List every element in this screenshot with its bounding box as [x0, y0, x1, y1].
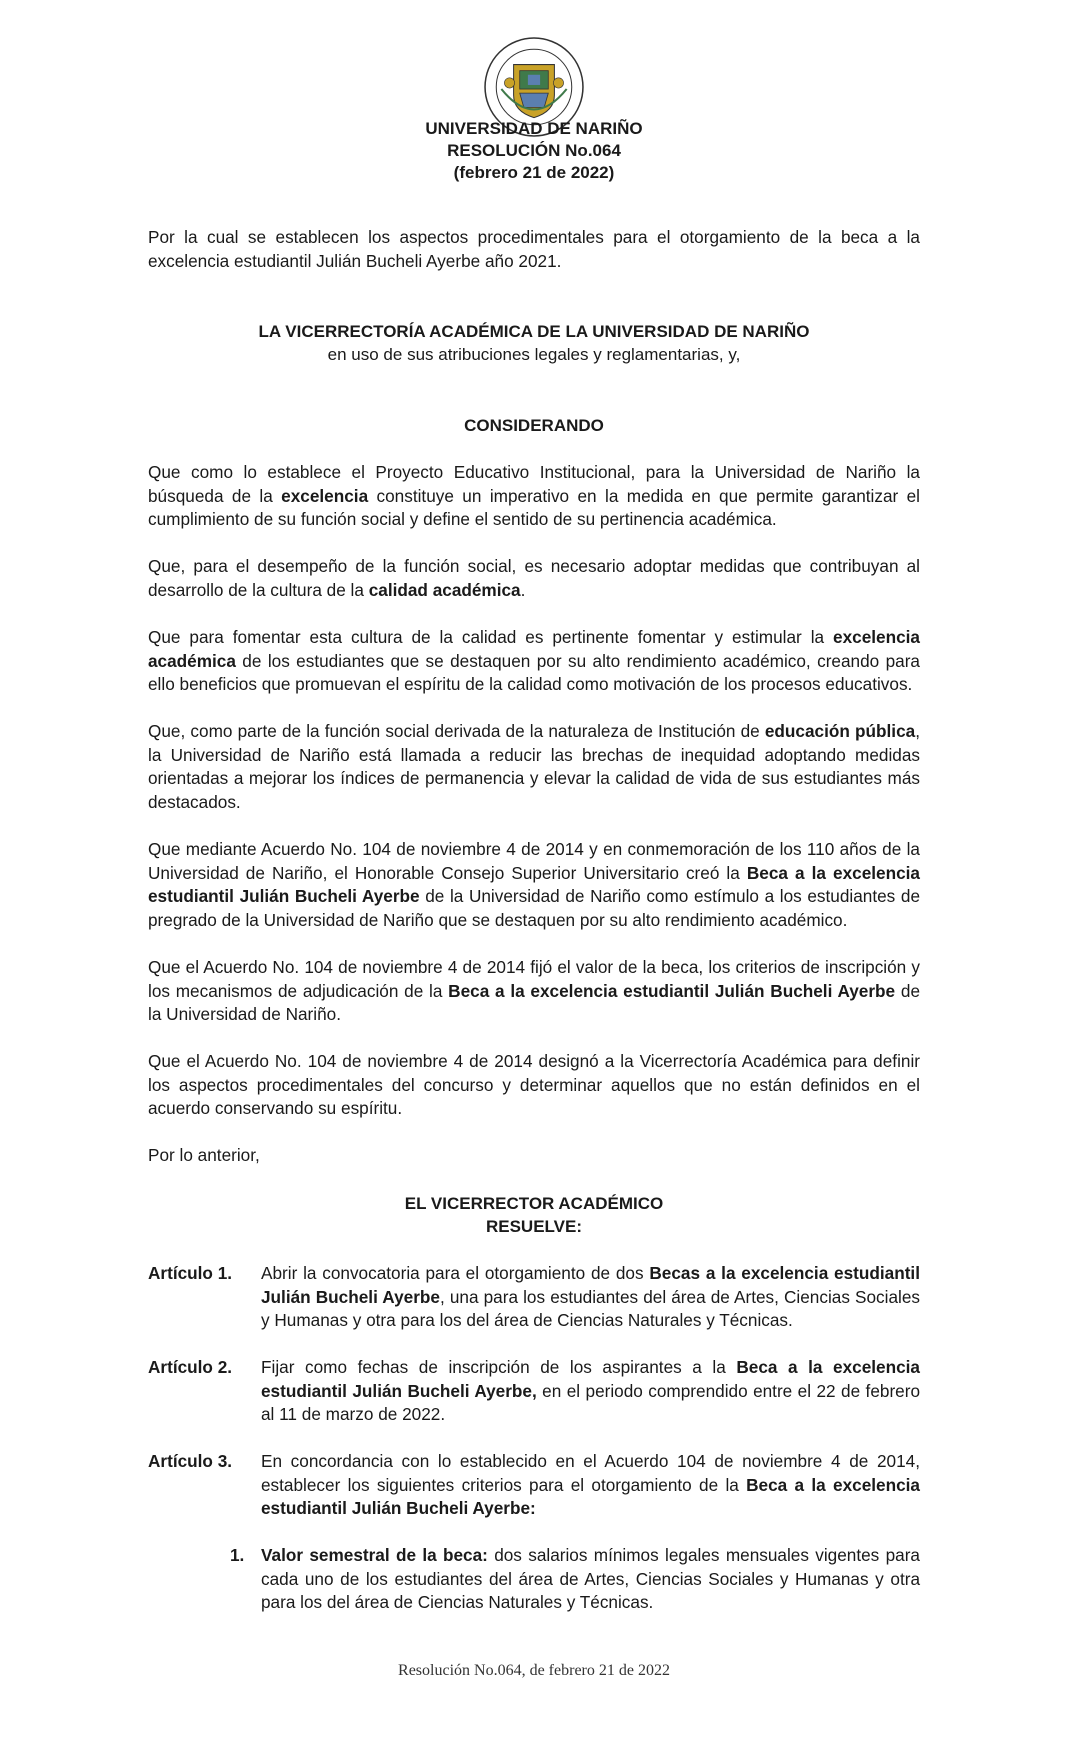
por-lo-anterior: Por lo anterior, [148, 1145, 260, 1165]
criteria-item: Valor semestral de la beca: dos salarios mínimos legales mensuales vigentes para cada uno de los estudiantes del área de Artes, Ciencias Sociales y Humanas y otra para los del área de Ciencias Naturales y Técnicas. [261, 1545, 920, 1612]
article-text: Abrir la convocatoria para el otorgamiento de dos Becas a la excelencia estudiantil Julián Bucheli Ayerbe, una para los estudiantes del área de Artes, Ciencias Sociales y Humanas y otra para los del área de Ciencias Naturales y Técnicas. [261, 1263, 920, 1330]
article-label: Artículo 1. [148, 1263, 233, 1283]
considerando-paragraph: Que para fomentar esta cultura de la calidad es pertinente fomentar y estimular la excelencia académica de los estudiantes que se destaquen por su alto rendimiento académico, creando para ello beneficios que promuevan el espíritu de la calidad como motivación de los procesos educativos. [148, 627, 920, 694]
considerando-paragraph: Que el Acuerdo No. 104 de noviembre 4 de 2014 fijó el valor de la beca, los criterios de inscripción y los mecanismos de adjudicación de la Beca a la excelencia estudiantil Julián Bucheli Ayerbe de la Universidad de Nariño. [148, 957, 921, 1024]
article-text: Fijar como fechas de inscripción de los aspirantes a la Beca a la excelencia estudiantil Julián Bucheli Ayerbe, en el periodo comprendido entre el 22 de febrero al 11 de marzo de 2022. [261, 1357, 921, 1424]
intro-paragraph: Por la cual se establecen los aspectos procedimentales para el otorgamiento de la beca a la excelencia estudiantil Julián Bucheli Ayerbe año 2021. [148, 227, 920, 271]
considerando-paragraph: Que, como parte de la función social derivada de la naturaleza de Institución de educación pública, la Universidad de Nariño está llamada a reducir las brechas de inequidad adoptando medidas orientadas a mejorar los índices de permanencia y elevar la calidad de vida de sus estudiantes más destacados. [148, 721, 920, 812]
article-label: Artículo 2. [148, 1357, 233, 1377]
article-text: En concordancia con lo establecido en el Acuerdo 104 de noviembre 4 de 2014, establecer los siguientes criterios para el otorgamiento de la Beca a la excelencia estudiantil Julián Bucheli Ayerbe: [261, 1451, 920, 1518]
page-footer: Resolución No.064, de febrero 21 de 2022 [398, 1662, 670, 1679]
considerando-paragraph: Que, para el desempeño de la función social, es necesario adoptar medidas que contribuyan al desarrollo de la cultura de la calidad académica. [148, 556, 920, 600]
resolve-subtitle: RESUELVE: [485, 1217, 583, 1236]
article-label: Artículo 3. [148, 1451, 233, 1471]
considerando-paragraph: Que el Acuerdo No. 104 de noviembre 4 de 2014 designó a la Vicerrectoría Académica para definir los aspectos procedimentales del concurso y determinar aquellos que no están definidos en el acuerdo conservando su espíritu. [148, 1051, 920, 1118]
considerando-paragraph: Que mediante Acuerdo No. 104 de noviembre 4 de 2014 y en conmemoración de los 110 años de la Universidad de Nariño, el Honorable Consejo Superior Universitario creó la Beca a la excelencia estudiantil Julián Bucheli Ayerbe de la Universidad de Nariño como estímulo a los estudiantes de pregrado de la Universidad de Nariño que se destaquen por su alto rendimiento académico. [148, 839, 921, 930]
resolution-number: RESOLUCIÓN No.064 [447, 141, 621, 160]
university-title: UNIVERSIDAD DE NARIÑO [425, 119, 643, 138]
resolution-date: (febrero 21 de 2022) [453, 163, 615, 182]
criteria-number: 1. [230, 1545, 245, 1565]
authority-title: LA VICERRECTORÍA ACADÉMICA DE LA UNIVERSIDAD DE NARIÑO [258, 322, 810, 341]
authority-subtitle: en uso de sus atribuciones legales y reglamentarias, y, [327, 345, 741, 364]
considerando-paragraph: Que como lo establece el Proyecto Educativo Institucional, para la Universidad de Nariño la búsqueda de la excelencia constituye un imperativo en la medida en que permite garantizar el cumplimiento de su función social y define el sentido de su pertinencia académica. [148, 462, 920, 529]
resolve-title: EL VICERRECTOR ACADÉMICO [404, 1194, 664, 1213]
considerando-title: CONSIDERANDO [464, 416, 604, 435]
